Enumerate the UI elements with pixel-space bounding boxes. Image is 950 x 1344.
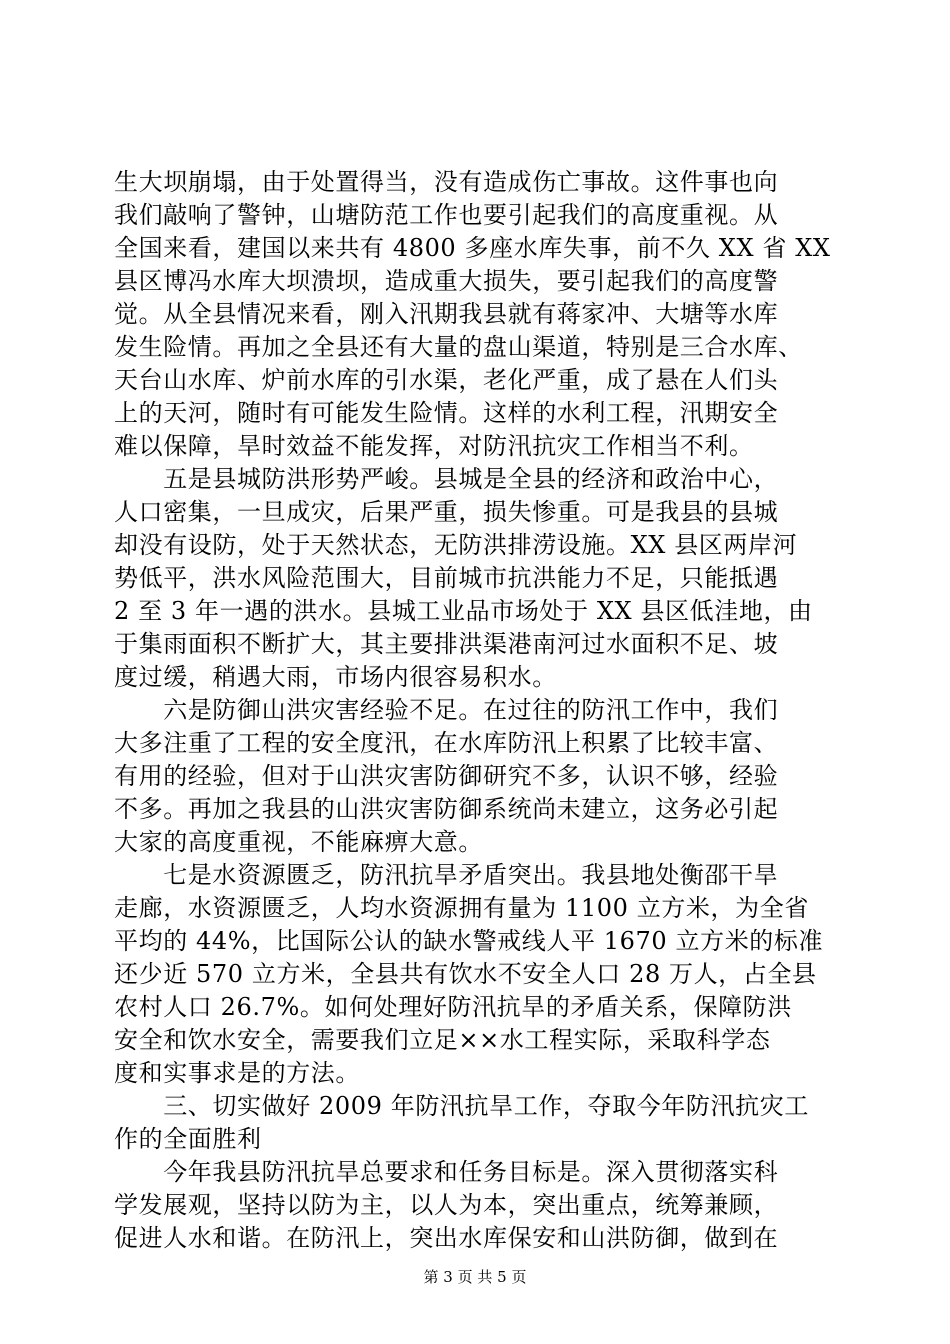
text-line: 觉。从全县情况来看，刚入汛期我县就有蒋家冲、大塘等水库 — [114, 300, 779, 328]
page-footer: 第 3 页 共 5 页 — [423, 1268, 527, 1286]
text-line: 有用的经验，但对于山洪灾害防御研究不多，认识不够，经验 — [114, 762, 779, 790]
text-line: 全国来看，建国以来共有 4800 多座水库失事，前不久 XX 省 XX — [114, 234, 831, 262]
text-line: 今年我县防汛抗旱总要求和任务目标是。深入贯彻落实科 — [114, 1158, 779, 1186]
text-line: 五是县城防洪形势严峻。县城是全县的经济和政治中心， — [114, 465, 779, 493]
text-line: 平均的 44%，比国际公认的缺水警戒线人平 1670 立方米的标准 — [114, 927, 824, 955]
text-line: 大家的高度重视，不能麻痹大意。 — [114, 828, 483, 856]
text-line: 发生险情。再加之全县还有大量的盘山渠道，特别是三合水库、 — [114, 333, 803, 361]
text-line: 安全和饮水安全，需要我们立足××水工程实际，采取科学态 — [114, 1026, 771, 1054]
text-line: 生大坝崩塌，由于处置得当，没有造成伤亡事故。这件事也向 — [114, 168, 779, 196]
text-line: 度和实事求是的方法。 — [114, 1059, 360, 1087]
text-line: 天台山水库、炉前水库的引水渠，老化严重，成了悬在人们头 — [114, 366, 779, 394]
text-line: 不多。再加之我县的山洪灾害防御系统尚未建立，这务必引起 — [114, 795, 779, 823]
text-line: 三、切实做好 2009 年防汛抗旱工作，夺取今年防汛抗灾工 — [114, 1092, 809, 1120]
text-line: 学发展观，坚持以防为主，以人为本，突出重点，统筹兼顾， — [114, 1191, 779, 1219]
text-line: 人口密集，一旦成灾，后果严重，损失惨重。可是我县的县城 — [114, 498, 779, 526]
text-line: 2 至 3 年一遇的洪水。县城工业品市场处于 XX 县区低洼地，由 — [114, 597, 813, 625]
text-line: 难以保障，旱时效益不能发挥，对防汛抗灾工作相当不利。 — [114, 432, 754, 460]
text-line: 县区博冯水库大坝溃坝，造成重大损失，要引起我们的高度警 — [114, 267, 779, 295]
text-line: 作的全面胜利 — [114, 1125, 262, 1153]
text-line: 促进人水和谐。在防汛上，突出水库保安和山洪防御，做到在 — [114, 1224, 779, 1252]
text-line: 七是水资源匮乏，防汛抗旱矛盾突出。我县地处衡邵干旱 — [114, 861, 779, 889]
text-line: 农村人口 26.7%。如何处理好防汛抗旱的矛盾关系，保障防洪 — [114, 993, 792, 1021]
text-line: 于集雨面积不断扩大，其主要排洪渠港南河过水面积不足、坡 — [114, 630, 779, 658]
text-line: 势低平，洪水风险范围大，目前城市抗洪能力不足，只能抵遇 — [114, 564, 779, 592]
body-text — [114, 166, 844, 1255]
text-line: 度过缓，稍遇大雨，市场内很容易积水。 — [114, 663, 557, 691]
text-line: 上的天河，随时有可能发生险情。这样的水利工程，汛期安全 — [114, 399, 779, 427]
text-line: 却没有设防，处于天然状态，无防洪排涝设施。XX 县区两岸河 — [114, 531, 798, 559]
text-line: 还少近 570 立方米，全县共有饮水不安全人口 28 万人，占全县 — [114, 960, 817, 988]
text-line: 走廊，水资源匮乏，人均水资源拥有量为 1100 立方米，为全省 — [114, 894, 809, 922]
text-line: 六是防御山洪灾害经验不足。在过往的防汛工作中，我们 — [114, 696, 779, 724]
text-line: 我们敲响了警钟，山塘防范工作也要引起我们的高度重视。从 — [114, 201, 779, 229]
text-line: 大多注重了工程的安全度汛，在水库防汛上积累了比较丰富、 — [114, 729, 779, 757]
